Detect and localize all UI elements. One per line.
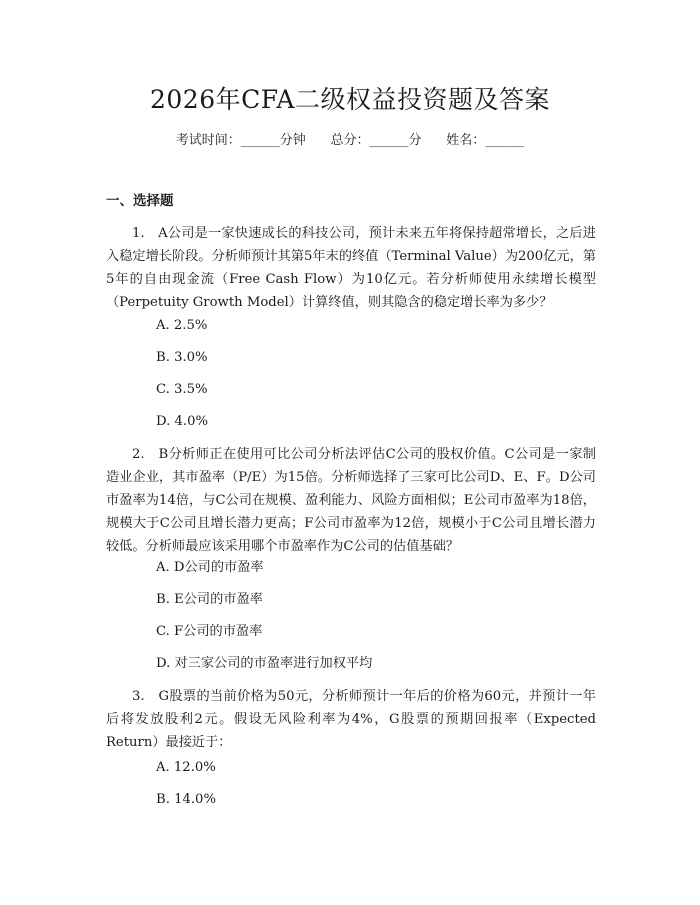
question-1-option-c: C. 3.5% <box>156 382 208 397</box>
question-1: 1. A公司是一家快速成长的科技公司，预计未来五年将保持超常增长，之后进入稳定增长阶段。分析师预计其第5年末的终值（Terminal Value）为200亿元，第5年的自由现金流（Free Cash Flow）为10亿元。若分析师使用永续增长模型（Perpetuity Growth Model）计算终值，则其隐含的稳定增长率为多少？ <box>106 226 596 310</box>
question-1-option-d: D. 4.0% <box>156 414 208 429</box>
question-3-option-a: A. 12.0% <box>156 760 216 775</box>
question-1-option-b: B. 3.0% <box>156 350 208 365</box>
question-2-option-a: A. D公司的市盈率 <box>156 560 264 575</box>
document-title: 2026年CFA二级权益投资题及答案 <box>150 85 550 114</box>
question-3-option-b: B. 14.0% <box>156 792 216 807</box>
question-1-option-a: A. 2.5% <box>156 318 208 333</box>
exam-info-line: 考试时间：______分钟 总分：______分 姓名：______ <box>175 133 525 148</box>
question-2-option-c: C. F公司的市盈率 <box>156 624 263 639</box>
question-3: 3. G股票的当前价格为50元，分析师预计一年后的价格为60元，并预计一年后将发放股利2元。假设无风险利率为4%，G股票的预期回报率（Expected Return）最接近于： <box>106 689 596 750</box>
question-2-option-d: D. 对三家公司的市盈率进行加权平均 <box>156 656 373 671</box>
section-heading: 一、选择题 <box>106 193 174 209</box>
question-2: 2. B分析师正在使用可比公司分析法评估C公司的股权价值。C公司是一家制造业企业，其市盈率（P/E）为15倍。分析师选择了三家可比公司D、E、F。D公司市盈率为14倍，与C公司在规模、盈利能力、风险方面相似；E公司市盈率为18倍，规模大于C公司且增长潜力更高；F公司市盈率为12倍，规模小于C公司且增长潜力较低。分析师最应该采用哪个市盈率作为C公司的估值基础？ <box>106 447 596 554</box>
question-2-option-b: B. E公司的市盈率 <box>156 592 263 607</box>
